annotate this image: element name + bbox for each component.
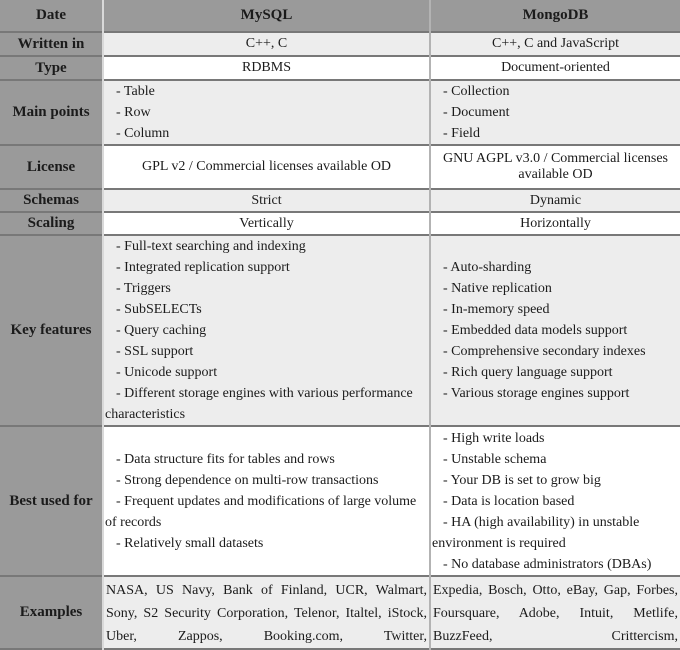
list-item: - Field: [443, 126, 480, 141]
row-label-license: License: [0, 145, 103, 189]
cell-schemas-mysql: Strict: [103, 189, 430, 212]
list-item: - Row: [116, 105, 151, 120]
table-row: [0, 145, 680, 189]
row-label-scaling: Scaling: [0, 212, 103, 235]
cell-type-mysql: RDBMS: [103, 56, 430, 80]
list-item: - Rich query language support: [443, 365, 613, 380]
column-header-date: Date: [0, 0, 103, 32]
row-label-written-in: Written in: [0, 32, 103, 56]
row-label-schemas: Schemas: [0, 189, 103, 212]
row-label-best-used-for: Best used for: [0, 426, 103, 576]
table-row: [0, 80, 680, 145]
column-header-mysql: MySQL: [103, 0, 430, 32]
list-item: - Your DB is set to grow big: [443, 472, 601, 488]
list-item: - Strong dependence on multi-row transactions: [116, 472, 379, 488]
table-row: [0, 56, 680, 80]
list-item: - Frequent updates and modifications of large volume of records: [105, 493, 417, 530]
cell-license-mongodb: GNU AGPL v3.0 / Commercial licenses available OD: [430, 145, 680, 189]
list-item: - Unicode support: [116, 365, 218, 380]
row-label-type: Type: [0, 56, 103, 80]
cell-license-mysql: GPL v2 / Commercial licenses available OD: [103, 145, 430, 189]
list-item: - SSL support: [116, 344, 194, 359]
cell-schemas-mongodb: Dynamic: [430, 189, 680, 212]
list-item: - Triggers: [116, 281, 171, 296]
list-item: - Auto-sharding: [443, 260, 532, 275]
list-item: - Data structure fits for tables and rows: [116, 451, 335, 467]
list-item: - Relatively small datasets: [116, 535, 264, 551]
list-item: - Full-text searching and indexing: [116, 239, 306, 254]
cell-type-mongodb: Document-oriented: [430, 56, 680, 80]
list-item: - Data is location based: [443, 493, 575, 509]
list-item: - No database administrators (DBAs): [443, 556, 652, 572]
cell-best-used-for-mysql: [103, 426, 430, 576]
header-row: [0, 0, 680, 32]
cell-examples-mongodb: Expedia, Bosch, Otto, eBay, Gap, Forbes, Foursquare, Adobe, Intuit, Metlife, BuzzFeed, Crittercism,: [430, 576, 680, 649]
list-item: - Document: [443, 105, 510, 120]
row-label-examples: Examples: [0, 576, 103, 649]
cell-examples-mysql: NASA, US Navy, Bank of Finland, UCR, Walmart, Sony, S2 Security Corporation, Telenor, Italtel, iStock, Uber, Zappos, Booking.com, Twitter,: [103, 576, 430, 649]
cell-scaling-mongodb: Horizontally: [430, 212, 680, 235]
list-item: - In-memory speed: [443, 302, 550, 317]
table-row: [0, 235, 680, 426]
list-item: - Collection: [443, 84, 510, 99]
column-header-mongodb: MongoDB: [430, 0, 680, 32]
list-item: - Column: [116, 126, 170, 141]
list-item: - Various storage engines support: [443, 386, 630, 401]
list-item: - Unstable schema: [443, 451, 547, 467]
list-item: - HA (high availability) in unstable environment is required: [432, 514, 640, 551]
table-row: [0, 189, 680, 212]
table-row: [0, 576, 680, 649]
list-item: - Different storage engines with various performance characteristics: [105, 386, 413, 422]
cell-best-used-for-mongodb: [430, 426, 680, 576]
cell-key-features-mysql: [103, 235, 430, 426]
row-label-main-points: Main points: [0, 80, 103, 145]
list-item: - Integrated replication support: [116, 260, 290, 275]
list-item: - Comprehensive secondary indexes: [443, 344, 646, 359]
cell-key-features-mongodb: [430, 235, 680, 426]
table-row: [0, 212, 680, 235]
cell-scaling-mysql: Vertically: [103, 212, 430, 235]
row-label-key-features: Key features: [0, 235, 103, 426]
list-item: - High write loads: [443, 430, 545, 446]
cell-written-in-mongodb: C++, C and JavaScript: [430, 32, 680, 56]
cell-main-points-mongodb: [430, 80, 680, 145]
table-row: [0, 32, 680, 56]
list-item: - Table: [116, 84, 155, 99]
list-item: - SubSELECTs: [116, 302, 202, 317]
cell-written-in-mysql: C++, C: [103, 32, 430, 56]
table-row: [0, 426, 680, 576]
list-item: - Query caching: [116, 323, 207, 338]
list-item: - Native replication: [443, 281, 552, 296]
list-item: - Embedded data models support: [443, 323, 628, 338]
cell-main-points-mysql: [103, 80, 430, 145]
